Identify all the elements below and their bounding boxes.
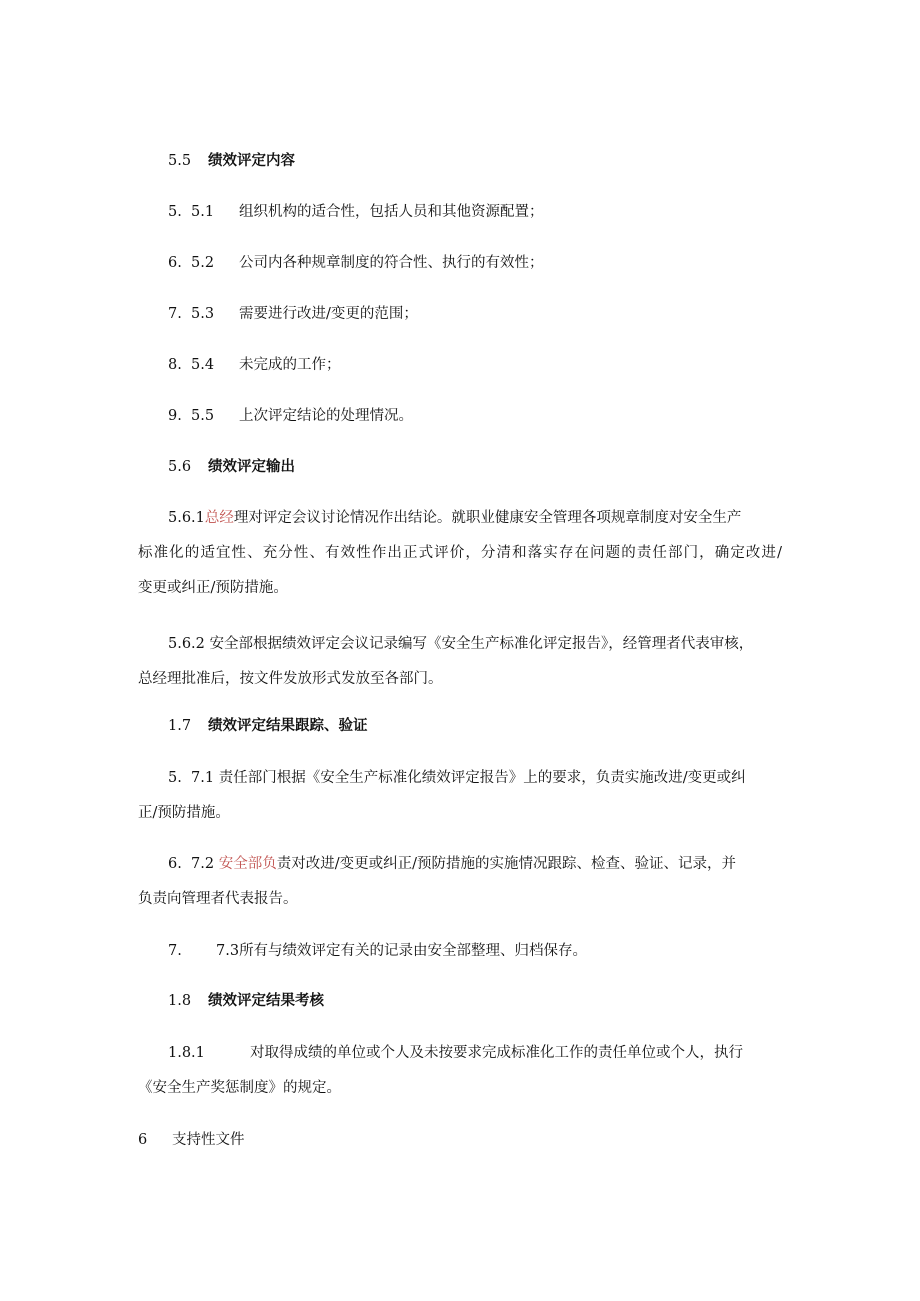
section-number: 5.6 (168, 459, 192, 475)
paragraph-5-6-1-line-3: 变更或纠正/预防措施。 (138, 580, 288, 596)
section-6-heading (138, 1130, 245, 1150)
item-5-7-3 (168, 941, 587, 961)
item-number: 5. 5.1 (168, 204, 215, 220)
item-number: 5.6.1 (168, 510, 205, 526)
item-number: 1.8.1 (168, 1045, 205, 1061)
section-5-6-heading (168, 457, 295, 477)
item-text: 理对评定会议讨论情况作出结论。就职业健康安全管理各项规章制度对安全生产 (233, 510, 742, 526)
paragraph-text: 5. 7.1 责任部门根据《安全生产标准化绩效评定报告》上的要求，负责实施改进/变更或纠 (168, 770, 746, 786)
paragraph-5-6-1-line-1 (168, 508, 741, 528)
item-5-5-1 (168, 202, 544, 222)
item-5-5-4 (168, 355, 341, 375)
item-number: 6. 7.2 (168, 856, 215, 872)
highlighted-text: 安全部负 (218, 856, 277, 872)
paragraph-5-6-2-line-2: 总经理批准后，按文件发放形式发放至各部门。 (138, 671, 443, 687)
paragraph-5-7-2-line-1 (168, 854, 736, 874)
section-1-7-heading (168, 716, 368, 736)
item-text: 上次评定结论的处理情况。 (239, 408, 413, 424)
section-title: 绩效评定内容 (208, 152, 295, 169)
section-number: 6 (138, 1132, 148, 1148)
item-number: 7. 5.3 (168, 306, 215, 322)
item-number: 8. 5.4 (168, 357, 215, 373)
item-number: 6. 5.2 (168, 255, 215, 271)
highlighted-text: 总经 (204, 510, 234, 526)
item-5-5-5 (168, 406, 413, 426)
paragraph-5-7-2-line-2: 负责向管理者代表报告。 (138, 891, 298, 907)
item-text: 组织机构的适合性，包括人员和其他资源配置； (239, 204, 544, 220)
section-title: 绩效评定输出 (208, 458, 295, 475)
paragraph-5-6-2-line-1: 5.6.2 安全部根据绩效评定会议记录编写《安全生产标准化评定报告》，经管理者代表审核， (168, 636, 754, 652)
paragraph-5-7-1-line-2: 正/预防措施。 (138, 805, 230, 821)
section-title: 绩效评定结果跟踪、验证 (208, 717, 368, 734)
item-number: 7. (168, 943, 182, 959)
section-number: 1.8 (168, 993, 192, 1009)
item-text: 需要进行改进/变更的范围； (239, 306, 418, 322)
item-number: 9. 5.5 (168, 408, 215, 424)
paragraph-1-8-1-line-1 (168, 1043, 743, 1063)
item-text: 责对改进/变更或纠正/预防措施的实施情况跟踪、检查、验证、记录，并 (276, 856, 737, 872)
section-title: 绩效评定结果考核 (208, 992, 324, 1009)
item-text: 对取得成绩的单位或个人及未按要求完成标准化工作的责任单位或个人，执行 (250, 1045, 743, 1061)
paragraph-5-6-1-line-2: 标准化的适宜性、充分性、有效性作出正式评价，分清和落实存在问题的责任部门，确定改进/ (138, 545, 782, 561)
section-number: 1.7 (168, 718, 192, 734)
section-1-8-heading (168, 991, 324, 1011)
section-title: 支持性文件 (172, 1132, 245, 1148)
section-number: 5.5 (168, 153, 192, 169)
section-5-5-heading (168, 151, 295, 171)
item-text: 未完成的工作； (239, 357, 341, 373)
item-text: 所有与绩效评定有关的记录由安全部整理、归档保存。 (239, 943, 588, 959)
item-sub-number: 7.3 (216, 943, 240, 959)
paragraph-1-8-1-line-2: 《安全生产奖惩制度》的规定。 (138, 1080, 341, 1096)
item-5-5-2 (168, 253, 544, 273)
item-5-5-3 (168, 304, 418, 324)
paragraph-5-7-1-line-1 (168, 768, 746, 788)
item-text: 公司内各种规章制度的符合性、执行的有效性； (239, 255, 544, 271)
